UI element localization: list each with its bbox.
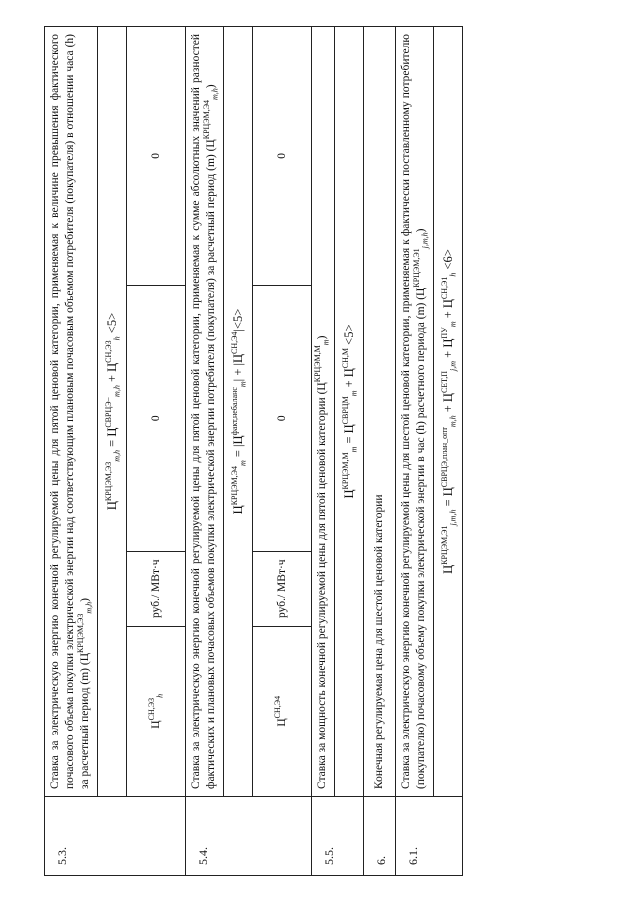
description-symbol: $(Ц^{КРЦЭМ,ЭЗ}_{m,h})$ (76, 598, 94, 666)
description-text: Ставка за мощность конечной регулируемой цены для пятой ценовой категории (316, 397, 329, 789)
row-number: 5.4. (186, 797, 312, 876)
value-cell: 0 (253, 285, 311, 551)
table-row (97, 27, 126, 876)
row-number: 6. (364, 797, 396, 876)
rotated-page (44, 26, 600, 876)
table-row (127, 27, 186, 876)
row-number: 5.5. (312, 797, 364, 876)
unit-cell: руб./ МВт·ч (127, 551, 185, 626)
row-number: 5.3. (45, 797, 186, 876)
table-row (396, 27, 434, 876)
description-text: Ставка за электрическую энергию конечной регулируемой цены для шестой ценовой категории, применяемая к фактически поставленному потребителю (покупателю) почасовому объему покупки электрической энергии в час (h) расчетного периода (m) (400, 34, 428, 789)
value-cell: 0 (127, 285, 185, 551)
row-description (45, 27, 98, 797)
description-symbol: $(Ц^{КРЦЭМ,Э4}_{m,h})$ (202, 84, 220, 152)
row-number: 6.1. (396, 797, 463, 876)
value-cell: 0 (253, 27, 311, 285)
row-description (312, 27, 335, 797)
table-row (223, 27, 252, 876)
table-row (45, 27, 98, 876)
description-symbol: $(Ц^{КРЦЭМ,Э1}_{j,m,h})$ (412, 228, 430, 300)
values-table (253, 27, 311, 796)
table-row (364, 27, 396, 876)
values-table (127, 27, 185, 796)
description-text: Конечная регулируемая цена для шестой ценовой категории (373, 494, 386, 789)
formula-render: $Ц^{КРЦЭМ,ЭЗ}_{m,h} = Ц^{СВРЦЭ-}_{m,h} + Ц^{СН,ЭЗ}_h <5>$ (103, 312, 122, 511)
description-text: Ставка за электрическую энергию конечной регулируемой цены для пятой ценовой категории, применяемая к величине превышения фактического почасового объема покупки электрической энергии над соответствующим плановым почасовым объемом потребителя (покупателя) в отношении часа (h) за расчетный период (m) (49, 34, 91, 789)
component-name: $Ц^{СН,ЭЗ}_h$ (146, 693, 164, 729)
component-name: $Ц^{СН,Э4}$ (272, 695, 288, 727)
table-row (186, 27, 224, 876)
row-description (396, 27, 434, 797)
value-cell: 0 (127, 27, 185, 285)
description-text: Ставка за электрическую энергию конечной регулируемой цены для пятой ценовой категории, применяемая к сумме абсолютных значений разностей фактических и плановых почасовых объемов покупки электрической энергии потребителя (покупателя) за расчетный период (m) (190, 34, 217, 789)
table-row (253, 27, 312, 876)
unit-cell: руб./ МВт·ч (253, 551, 311, 626)
row-description (364, 27, 396, 797)
row-formula (97, 27, 126, 797)
table-row (335, 27, 364, 876)
row-description (186, 27, 224, 797)
formula-render: $Ц^{КРЦЭМ,Э4}_m = |Ц^{факт,небаланс}_m| + |Ц^{СН,Э4}|<5>$ (229, 308, 248, 515)
row-formula (434, 27, 463, 797)
formula-render: $Ц^{КРЦЭМ,Э1}_{j,m,h} = Ц^{СВРЦЭ,план\_опт}_{m,h} + Ц^{СЕТ,П}_{j,m} + Ц^{ПУ}_m + Ц^{СН,Э1}_h <6>$ (440, 249, 458, 574)
table-row (312, 27, 335, 876)
description-symbol: $(Ц^{КРЦЭМ,М}_m)$ (313, 335, 331, 395)
row-formula (223, 27, 252, 797)
row-formula (335, 27, 364, 797)
row-values (127, 27, 186, 797)
row-values (253, 27, 312, 797)
price-table (44, 26, 463, 876)
table-row (434, 27, 463, 876)
formula-render: $Ц^{КРЦЭМ,М}_m = Ц^{СВРЦМ}_m + Ц^{СН,М} <5>$ (340, 324, 359, 499)
